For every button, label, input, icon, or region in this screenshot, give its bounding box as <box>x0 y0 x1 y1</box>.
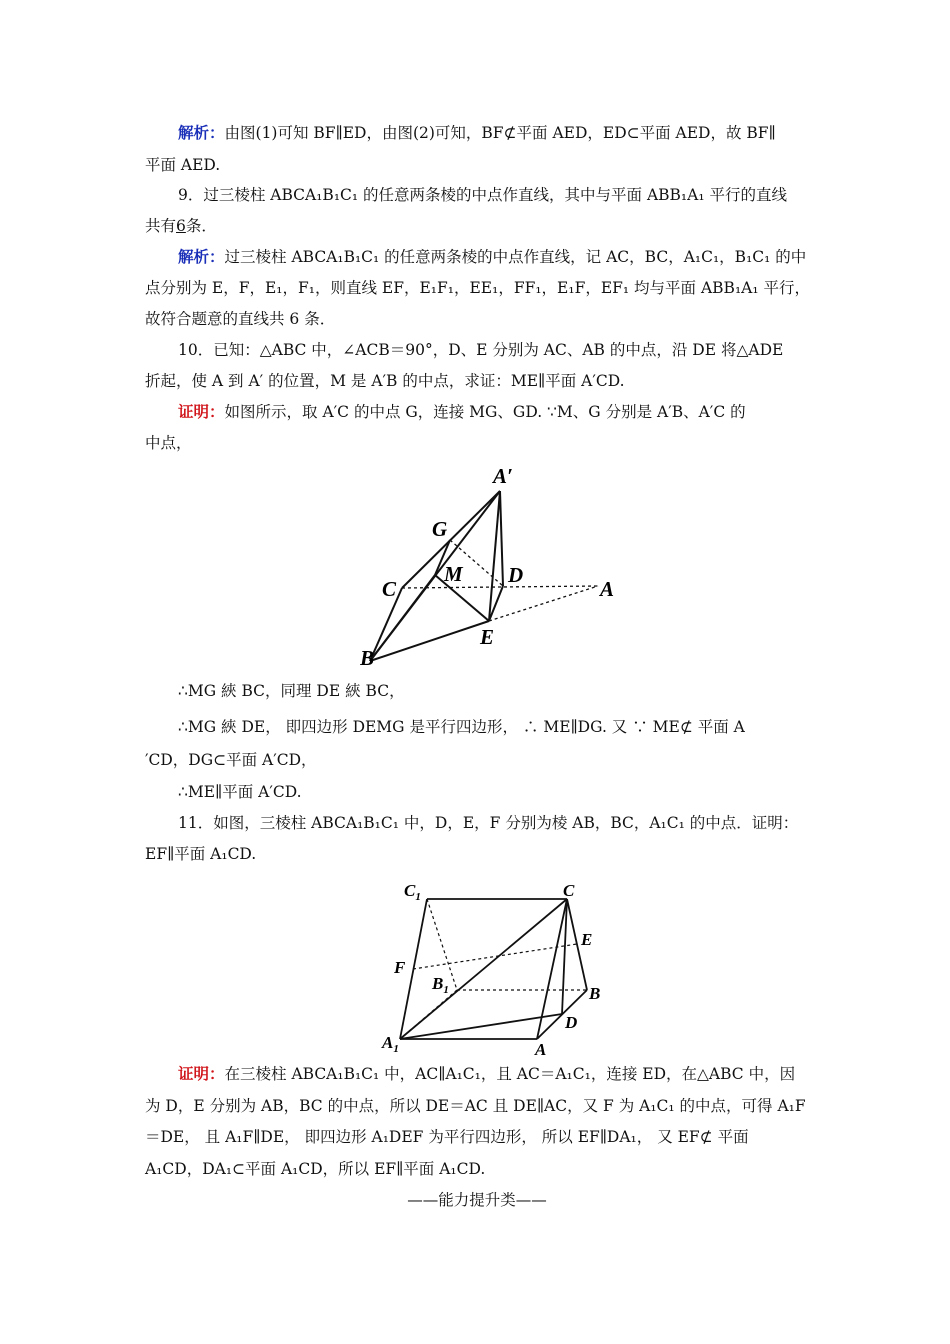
question-11-line-1: 11．如图，三棱柱 ABCA₁B₁C₁ 中，D，E，F 分别为棱 AB，BC，A₁C₁ 的中点．证明： <box>178 814 799 832</box>
label-c: C <box>563 881 575 900</box>
label-e: E <box>581 930 593 949</box>
proof-label: 证明： <box>178 402 225 421</box>
label-c: C <box>382 577 397 601</box>
label-d: D <box>508 563 524 587</box>
solution-text: 由图(1)可知 BF∥ED，由图(2)可知，BF⊄平面 AED，ED⊂平面 AED，故 BF∥ <box>224 124 776 142</box>
edge-c-a-dashed <box>402 586 598 588</box>
figure-triangular-prism <box>380 878 610 1058</box>
proof-11-line-3: ＝DE， 且 A₁F∥DE， 即四边形 A₁DEF 为平行四边形， 所以 EF∥DA₁， 又 EF⊄ 平面 <box>145 1128 749 1146</box>
label-aprime: A′ <box>493 464 513 488</box>
proof-11-line-4: A₁CD，DA₁⊂平面 A₁CD，所以 EF∥平面 A₁CD. <box>145 1160 486 1178</box>
question-10-line-2: 折起，使 A 到 A′ 的位置，M 是 A′B 的中点，求证：ME∥平面 A′CD. <box>145 372 625 390</box>
question-10-line-1: 10．已知：△ABC 中，∠ACB＝90°，D、E 分别为 AC、AB 的中点，沿 DE 将△ADE <box>178 341 784 359</box>
label-b1: $B_1$ <box>432 974 449 996</box>
edge-aprime-d <box>500 491 503 586</box>
section-heading: ——能力提升类—— <box>407 1191 547 1209</box>
proof-11-line-1 <box>178 1063 795 1085</box>
figure-folded-triangle <box>360 463 650 668</box>
label-c1: $C_1$ <box>404 881 421 903</box>
edge-aprime-e <box>489 491 500 621</box>
label-a: A <box>600 577 615 601</box>
question-9-text-end: 条． <box>185 217 217 235</box>
proof-10-line-5: ′CD，DG⊂平面 A′CD， <box>145 751 317 769</box>
label-b: B <box>589 984 601 1003</box>
question-9-line-2 <box>145 215 217 237</box>
solution-9-line-3: 故符合题意的直线共 6 条． <box>145 310 336 328</box>
proof-10-line-6: ∴ME∥平面 A′CD. <box>178 783 302 801</box>
solution-8-line-2: 平面 AED. <box>145 156 221 174</box>
label-g: G <box>432 517 448 541</box>
label-f: F <box>394 958 406 977</box>
label-a1: $A_1$ <box>382 1033 399 1055</box>
proof-10-line-2: 中点， <box>145 434 192 452</box>
question-9-text: 共有 <box>145 217 177 235</box>
label-m: M <box>444 562 463 586</box>
proof-text: 如图所示，取 A′C 的中点 G，连接 MG、GD. ∵M、G 分别是 A′B、A′C 的 <box>224 403 746 421</box>
proof-11-line-2: 为 D，E 分别为 AB，BC 的中点，所以 DE＝AC 且 DE∥AC，又 F 为 A₁C₁ 的中点，可得 A₁F <box>145 1097 806 1115</box>
question-9-answer: 6 <box>176 217 186 235</box>
label-e: E <box>480 625 495 649</box>
proof-10-line-3: ∴MG 綊 BC，同理 DE 綊 BC， <box>178 682 405 700</box>
solution-9-line-1 <box>178 246 806 268</box>
proof-text: 在三棱柱 ABCA₁B₁C₁ 中，AC∥A₁C₁，且 AC＝A₁C₁，连接 ED，在△ABC 中，因 <box>224 1065 796 1083</box>
label-a: A <box>535 1040 547 1058</box>
proof-label: 证明： <box>178 1064 225 1083</box>
proof-10-line-1 <box>178 401 746 423</box>
label-b: B <box>360 646 375 668</box>
label-d: D <box>565 1013 578 1032</box>
edge-b-e <box>370 621 489 661</box>
solution-text: 过三棱柱 ABCA₁B₁C₁ 的任意两条棱的中点作直线，记 AC，BC，A₁C₁，B₁C₁ 的中 <box>224 248 807 266</box>
solution-label: 解析： <box>178 247 225 266</box>
question-11-line-2: EF∥平面 A₁CD. <box>145 845 257 863</box>
proof-10-line-4: ∴MG 綊 DE， 即四边形 DEMG 是平行四边形， ∴ ME∥DG. 又 ∵ ME⊄ 平面 A <box>178 718 745 736</box>
solution-9-line-2: 点分别为 E，F，E₁，F₁，则直线 EF，E₁F₁，EE₁，FF₁，E₁F，EF₁ 均与平面 ABB₁A₁ 平行， <box>145 279 810 297</box>
edge-e-a-dashed <box>489 586 598 621</box>
question-9-line-1: 9．过三棱柱 ABCA₁B₁C₁ 的任意两条棱的中点作直线，其中与平面 ABB₁A₁ 平行的直线 <box>178 186 787 204</box>
solution-8-line-1 <box>178 122 776 144</box>
solution-label: 解析： <box>178 123 225 142</box>
